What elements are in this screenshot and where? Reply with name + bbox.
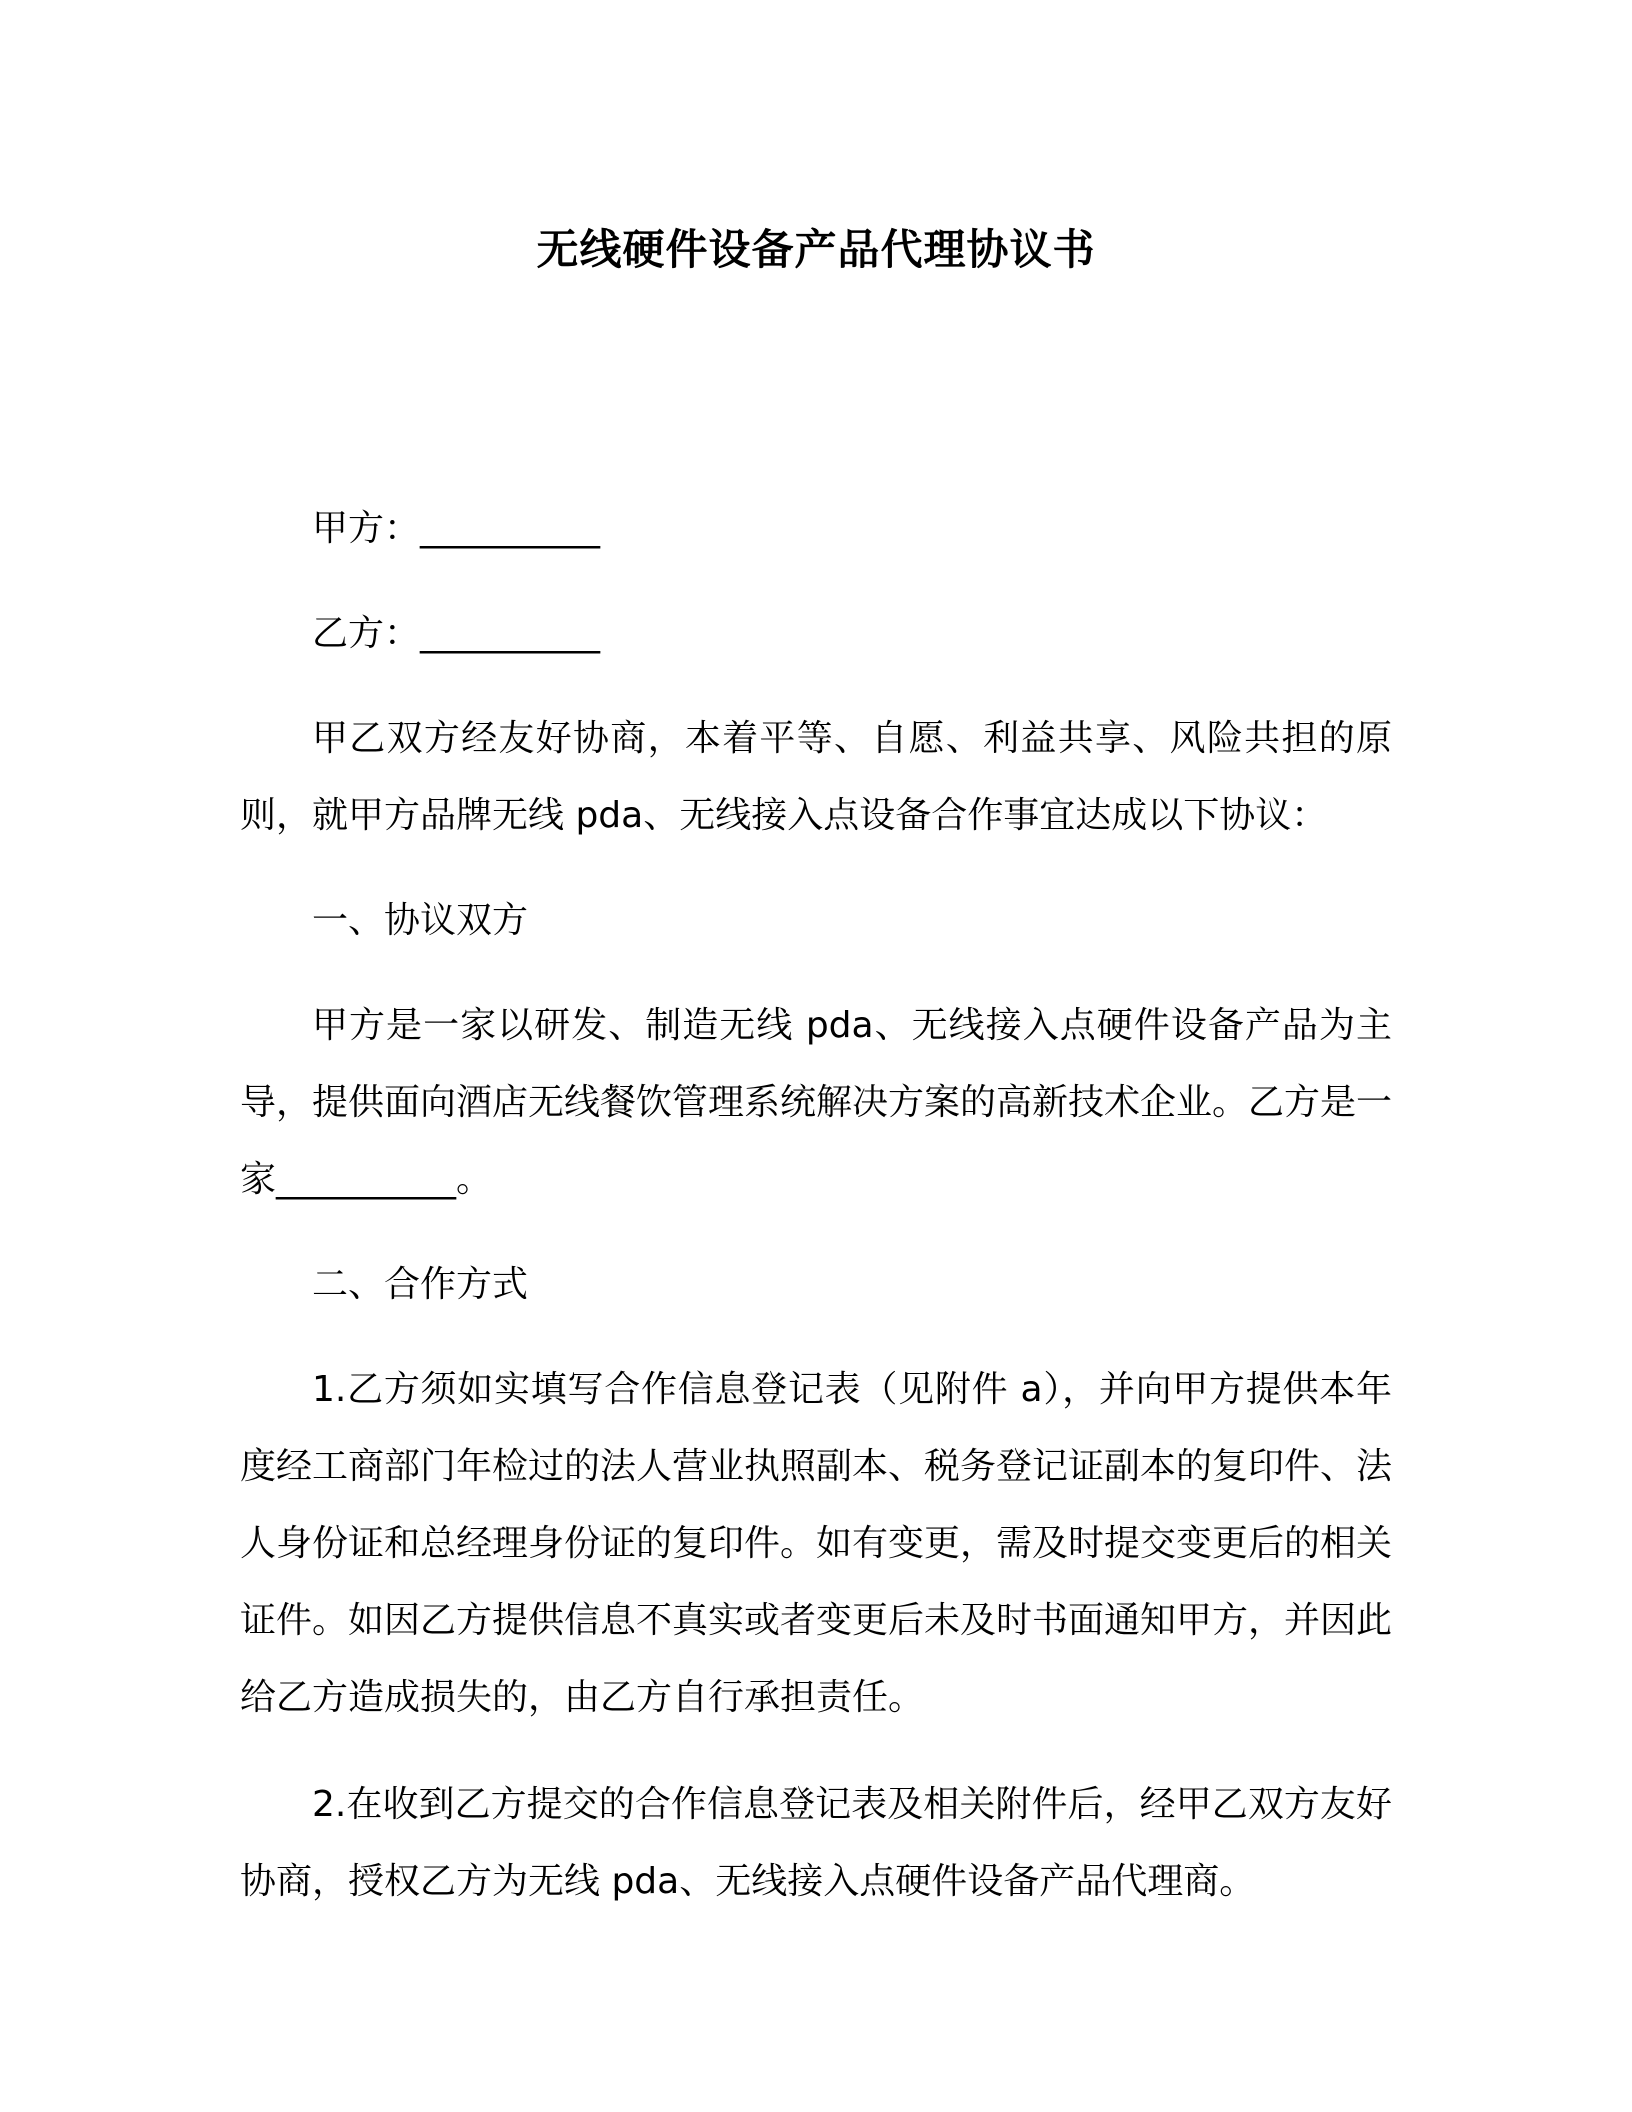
document-title: 无线硬件设备产品代理协议书: [536, 225, 1096, 274]
party-b-line: 乙方：__________: [312, 613, 601, 654]
document-body: [240, 490, 1392, 1920]
section-1-paragraph: 甲方是一家以研发、制造无线 pda、无线接入点硬件设备产品为主导，提供面向酒店无线餐饮管理系统解决方案的高新技术企业。乙方是一家__________。: [240, 1005, 1393, 1200]
clause-2-paragraph: 2.在收到乙方提交的合作信息登记表及相关附件后，经甲乙双方友好协商，授权乙方为无线 pda、无线接入点硬件设备产品代理商。: [240, 1784, 1392, 1902]
section-1-heading: 一、协议双方: [312, 900, 529, 941]
clause-1-paragraph: 1.乙方须如实填写合作信息登记表（见附件 a），并向甲方提供本年度经工商部门年检过的法人营业执照副本、税务登记证副本的复印件、法人身份证和总经理身份证的复印件。如有变更，需及时提交变更后的相关证件。如因乙方提供信息不真实或者变更后未及时书面通知甲方，并因此给乙方造成损失的，由乙方自行承担责任。: [240, 1369, 1393, 1718]
intro-paragraph: 甲乙双方经友好协商，本着平等、自愿、利益共享、风险共担的原则，就甲方品牌无线 pda、无线接入点设备合作事宜达成以下协议：: [240, 718, 1392, 836]
party-a-line: 甲方：__________: [312, 508, 601, 549]
section-2-heading: 二、合作方式: [312, 1264, 529, 1305]
